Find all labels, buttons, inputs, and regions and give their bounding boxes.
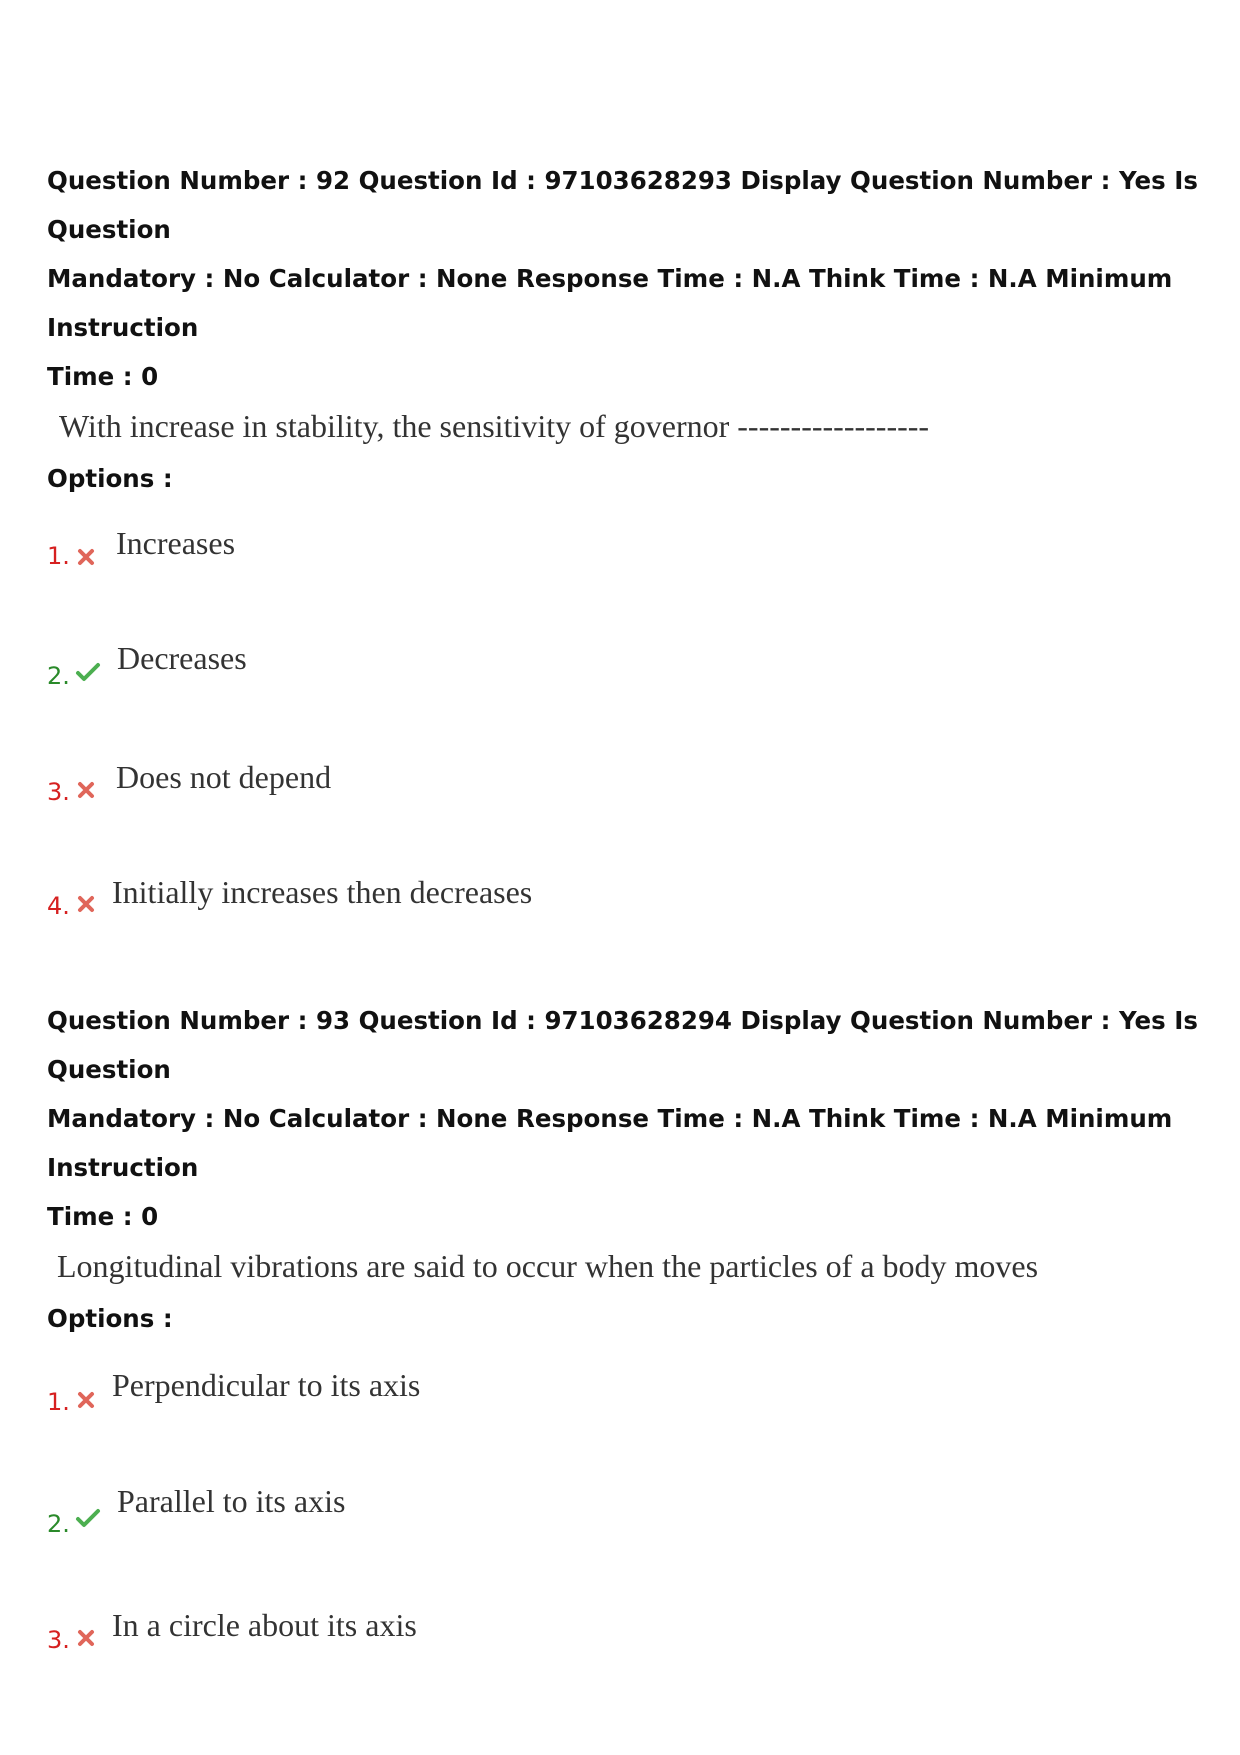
option-1 — [47, 519, 1147, 579]
option-1 — [47, 1365, 1147, 1425]
option-3 — [47, 1603, 1147, 1663]
option-text: Initially increases then decreases — [112, 874, 533, 910]
question-meta-line: Time : 0 — [47, 1202, 159, 1231]
question-block — [47, 996, 1207, 1654]
option-2 — [47, 1483, 1147, 1547]
option-3 — [47, 755, 1147, 815]
option-number: 4. — [47, 892, 70, 920]
question-meta-line: Question Number : 92 Question Id : 97103628293 Display Question Number : Yes Is Question — [47, 166, 1198, 244]
cross-icon — [75, 893, 97, 915]
cross-icon — [75, 1627, 97, 1649]
options-label: Options : — [47, 464, 173, 493]
question-meta-line: Mandatory : No Calculator : None Response Time : N.A Think Time : N.A Minimum Instruction — [47, 264, 1173, 342]
check-icon — [75, 661, 101, 683]
option-text: Perpendicular to its axis — [112, 1367, 421, 1403]
option-number: 1. — [47, 542, 70, 570]
cross-icon — [75, 779, 97, 801]
question-text: With increase in stability, the sensitivity of governor ------------------ — [59, 408, 930, 444]
option-text: In a circle about its axis — [112, 1607, 417, 1643]
option-4 — [47, 869, 1147, 929]
option-number: 2. — [47, 662, 70, 690]
option-text: Does not depend — [116, 759, 332, 795]
check-icon — [75, 1507, 101, 1529]
question-text: Longitudinal vibrations are said to occur when the particles of a body moves — [57, 1248, 1039, 1284]
option-2 — [47, 639, 1147, 699]
question-block — [47, 156, 1207, 920]
option-text: Increases — [116, 525, 236, 561]
question-meta-line: Mandatory : No Calculator : None Response Time : N.A Think Time : N.A Minimum Instruction — [47, 1104, 1173, 1182]
option-number: 2. — [47, 1510, 70, 1538]
option-number: 3. — [47, 1626, 70, 1654]
option-number: 3. — [47, 778, 70, 806]
question-meta-line: Question Number : 93 Question Id : 97103628294 Display Question Number : Yes Is Question — [47, 1006, 1198, 1084]
options-label: Options : — [47, 1304, 173, 1333]
cross-icon — [75, 546, 97, 568]
question-meta-line: Time : 0 — [47, 362, 159, 391]
option-text: Decreases — [117, 640, 247, 676]
cross-icon — [75, 1389, 97, 1411]
option-number: 1. — [47, 1388, 70, 1416]
option-text: Parallel to its axis — [117, 1483, 346, 1519]
